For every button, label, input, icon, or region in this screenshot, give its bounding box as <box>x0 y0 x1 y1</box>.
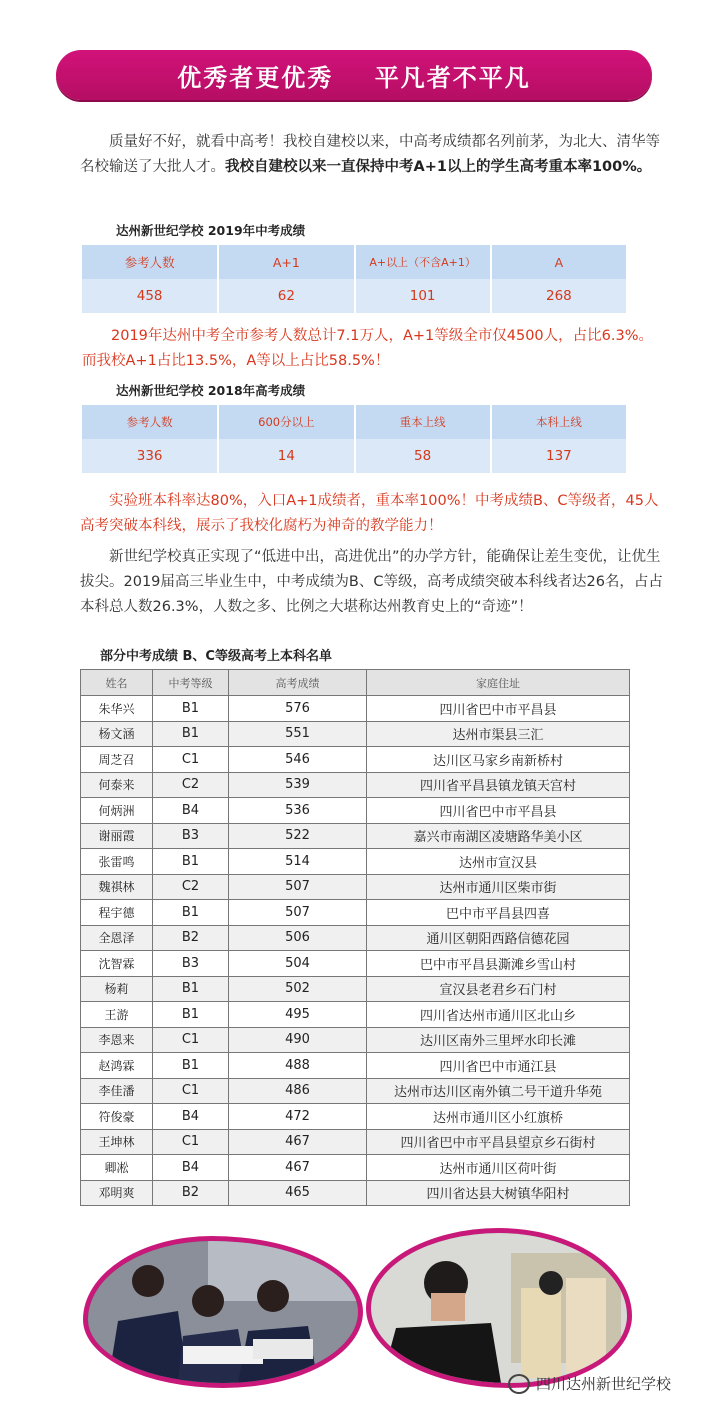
home-address: 达州市通川区柴市街 <box>367 874 630 900</box>
zhongkao-grade: B1 <box>153 976 229 1002</box>
table-row <box>81 1129 630 1155</box>
zhongkao-grade: C2 <box>153 772 229 798</box>
home-address: 四川省达县大树镇华阳村 <box>367 1180 630 1206</box>
gaokao-header-cell: 参考人数 <box>82 405 218 439</box>
home-address: 四川省巴中市通江县 <box>367 1053 630 1079</box>
table-row <box>81 1053 630 1079</box>
student-name: 杨文涵 <box>81 721 153 747</box>
gaokao-score: 488 <box>229 1053 367 1079</box>
gaokao-value-cell: 137 <box>491 439 627 473</box>
home-address: 达州市达川区南外镇二号干道升华苑 <box>367 1078 630 1104</box>
table-row <box>81 874 630 900</box>
zhongkao-grade: B4 <box>153 1104 229 1130</box>
names-table <box>80 669 630 1206</box>
zhongkao-value-cell: 458 <box>82 279 218 313</box>
policy-paragraph: 新世纪学校真正实现了“低进中出，高进优出”的办学方针，能确保让差生变优，让优生拔尖。2019届高三毕业生中，中考成绩为B、C等级，高考成绩突破本科线者达26名，占占本科总人数26.3%，人数之多、比例之大堪称达州教育史上的“奇迹”！ <box>80 549 663 615</box>
zhongkao-header-cell: A+以上（不含A+1） <box>355 245 491 279</box>
gaokao-caption: 达州新世纪学校 2018年高考成绩 <box>116 383 306 398</box>
wechat-logo-icon <box>508 1374 530 1394</box>
zhongkao-grade: B3 <box>153 951 229 977</box>
student-name: 李恩来 <box>81 1027 153 1053</box>
zhongkao-grade: B4 <box>153 1155 229 1181</box>
gaokao-header-cell: 600分以上 <box>218 405 354 439</box>
home-address: 通川区朝阳西路信德花园 <box>367 925 630 951</box>
zhongkao-note: 2019年达州中考全市参考人数总计7.1万人，A+1等级全市仅4500人，占比6.3%。而我校A+1占比13.5%，A等以上占比58.5%！ <box>82 328 653 369</box>
student-name: 周芝召 <box>81 747 153 773</box>
table-row <box>81 1027 630 1053</box>
students-drawing-image <box>371 1233 627 1383</box>
intro-highlight: 我校自建校以来一直保持中考A+1以上的学生高考重本率100%。 <box>225 159 652 175</box>
zhongkao-value-cell: 62 <box>218 279 354 313</box>
zhongkao-caption: 达州新世纪学校 2019年中考成绩 <box>116 223 306 238</box>
home-address: 达川区马家乡南新桥村 <box>367 747 630 773</box>
zhongkao-grade: B4 <box>153 798 229 824</box>
table-row <box>81 951 630 977</box>
names-header-row <box>81 670 630 696</box>
zhongkao-header-row <box>82 245 627 279</box>
home-address: 四川省平昌县镇龙镇天宫村 <box>367 772 630 798</box>
home-address: 四川省巴中市平昌县 <box>367 798 630 824</box>
home-address: 嘉兴市南湖区凌塘路华美小区 <box>367 823 630 849</box>
home-address: 四川省巴中市平昌县望京乡石街村 <box>367 1129 630 1155</box>
gaokao-value-cell: 14 <box>218 439 354 473</box>
table-row <box>81 1155 630 1181</box>
student-name: 魏祺林 <box>81 874 153 900</box>
student-name: 沈智霖 <box>81 951 153 977</box>
students-reading-image <box>88 1241 358 1383</box>
gaokao-score: 539 <box>229 772 367 798</box>
gaokao-score: 472 <box>229 1104 367 1130</box>
home-address: 四川省达州市通川区北山乡 <box>367 1002 630 1028</box>
table-row <box>81 976 630 1002</box>
zhongkao-grade: C1 <box>153 1129 229 1155</box>
gaokao-score: 467 <box>229 1155 367 1181</box>
gaokao-score: 504 <box>229 951 367 977</box>
watermark <box>508 1373 671 1394</box>
student-name: 邓明爽 <box>81 1180 153 1206</box>
home-address: 四川省巴中市平昌县 <box>367 696 630 722</box>
gaokao-table <box>82 405 628 473</box>
table-row <box>81 747 630 773</box>
student-name: 李佳潘 <box>81 1078 153 1104</box>
gaokao-header-cell: 重本上线 <box>355 405 491 439</box>
gaokao-header-cell: 本科上线 <box>491 405 627 439</box>
zhongkao-grade: B3 <box>153 823 229 849</box>
zhongkao-value-cell: 268 <box>491 279 627 313</box>
names-header-cell: 高考成绩 <box>229 670 367 696</box>
student-name: 赵鸿霖 <box>81 1053 153 1079</box>
gaokao-score: 551 <box>229 721 367 747</box>
watermark-text: 四川达州新世纪学校 <box>536 1375 672 1393</box>
gaokao-score: 495 <box>229 1002 367 1028</box>
student-name: 张雷鸣 <box>81 849 153 875</box>
gaokao-score: 486 <box>229 1078 367 1104</box>
zhongkao-grade: C1 <box>153 747 229 773</box>
gaokao-score: 502 <box>229 976 367 1002</box>
home-address: 巴中市平昌县澌滩乡雪山村 <box>367 951 630 977</box>
home-address: 达州市宣汉县 <box>367 849 630 875</box>
names-caption: 部分中考成绩 B、C等级高考上本科名单 <box>100 649 332 664</box>
home-address: 巴中市平昌县四喜 <box>367 900 630 926</box>
zhongkao-grade: B2 <box>153 1180 229 1206</box>
student-name: 朱华兴 <box>81 696 153 722</box>
gaokao-score: 576 <box>229 696 367 722</box>
home-address: 达州市通川区小红旗桥 <box>367 1104 630 1130</box>
zhongkao-header-cell: A <box>491 245 627 279</box>
gaokao-value-cell: 336 <box>82 439 218 473</box>
zhongkao-grade: B2 <box>153 925 229 951</box>
home-address: 达州市渠县三汇 <box>367 721 630 747</box>
students-drawing-photo <box>366 1228 632 1388</box>
names-body <box>81 696 630 1206</box>
zhongkao-table <box>82 245 628 313</box>
student-name: 程宇德 <box>81 900 153 926</box>
table-row <box>81 772 630 798</box>
gaokao-score: 506 <box>229 925 367 951</box>
gaokao-score: 507 <box>229 874 367 900</box>
intro-paragraph: 质量好不好，就看中高考！我校自建校以来，中高考成绩都名列前茅，为北大、清华等名校输送了大批人才。我校自建校以来一直保持中考A+1以上的学生高考重本率100%。 <box>80 134 660 175</box>
zhongkao-grade: B1 <box>153 696 229 722</box>
table-row <box>81 798 630 824</box>
gaokao-note: 实验班本科率达80%，入口A+1成绩者，重本率100%！中考成绩B、C等级者，45人高考突破本科线，展示了我校化腐朽为神奇的教学能力！ <box>80 493 659 534</box>
students-reading-photo <box>83 1236 363 1388</box>
student-name: 王坤林 <box>81 1129 153 1155</box>
table-row <box>81 823 630 849</box>
names-header-cell: 家庭住址 <box>367 670 630 696</box>
table-row <box>81 1078 630 1104</box>
gaokao-score: 522 <box>229 823 367 849</box>
gaokao-score: 536 <box>229 798 367 824</box>
student-name: 卿凇 <box>81 1155 153 1181</box>
zhongkao-grade: B1 <box>153 1002 229 1028</box>
names-header-cell: 姓名 <box>81 670 153 696</box>
zhongkao-grade: C1 <box>153 1027 229 1053</box>
gaokao-score: 465 <box>229 1180 367 1206</box>
student-name: 何炳洲 <box>81 798 153 824</box>
table-row <box>81 1104 630 1130</box>
student-name: 谢丽霞 <box>81 823 153 849</box>
student-name: 杨莉 <box>81 976 153 1002</box>
zhongkao-grade: B1 <box>153 900 229 926</box>
gaokao-header-row <box>82 405 627 439</box>
zhongkao-grade: C2 <box>153 874 229 900</box>
home-address: 达川区南外三里坪水印长滩 <box>367 1027 630 1053</box>
zhongkao-grade: B1 <box>153 1053 229 1079</box>
student-name: 王游 <box>81 1002 153 1028</box>
zhongkao-grade: B1 <box>153 721 229 747</box>
student-name: 符俊豪 <box>81 1104 153 1130</box>
zhongkao-header-cell: 参考人数 <box>82 245 218 279</box>
gaokao-score: 507 <box>229 900 367 926</box>
home-address: 达州市通川区荷叶街 <box>367 1155 630 1181</box>
zhongkao-grade: C1 <box>153 1078 229 1104</box>
table-row <box>81 900 630 926</box>
home-address: 宣汉县老君乡石门村 <box>367 976 630 1002</box>
gaokao-score: 490 <box>229 1027 367 1053</box>
zhongkao-value-cell: 101 <box>355 279 491 313</box>
zhongkao-header-cell: A+1 <box>218 245 354 279</box>
student-name: 全恩泽 <box>81 925 153 951</box>
table-row <box>81 1002 630 1028</box>
slogan-banner <box>56 50 652 100</box>
names-header-cell: 中考等级 <box>153 670 229 696</box>
table-row <box>81 721 630 747</box>
table-row <box>81 696 630 722</box>
zhongkao-value-row <box>82 279 627 313</box>
table-row <box>81 849 630 875</box>
gaokao-score: 546 <box>229 747 367 773</box>
gaokao-score: 514 <box>229 849 367 875</box>
table-row <box>81 1180 630 1206</box>
gaokao-value-cell: 58 <box>355 439 491 473</box>
table-row <box>81 925 630 951</box>
gaokao-value-row <box>82 439 627 473</box>
student-name: 何泰来 <box>81 772 153 798</box>
zhongkao-grade: B1 <box>153 849 229 875</box>
slogan-text: 优秀者更优秀 平凡者不平凡 <box>177 63 531 92</box>
gaokao-score: 467 <box>229 1129 367 1155</box>
